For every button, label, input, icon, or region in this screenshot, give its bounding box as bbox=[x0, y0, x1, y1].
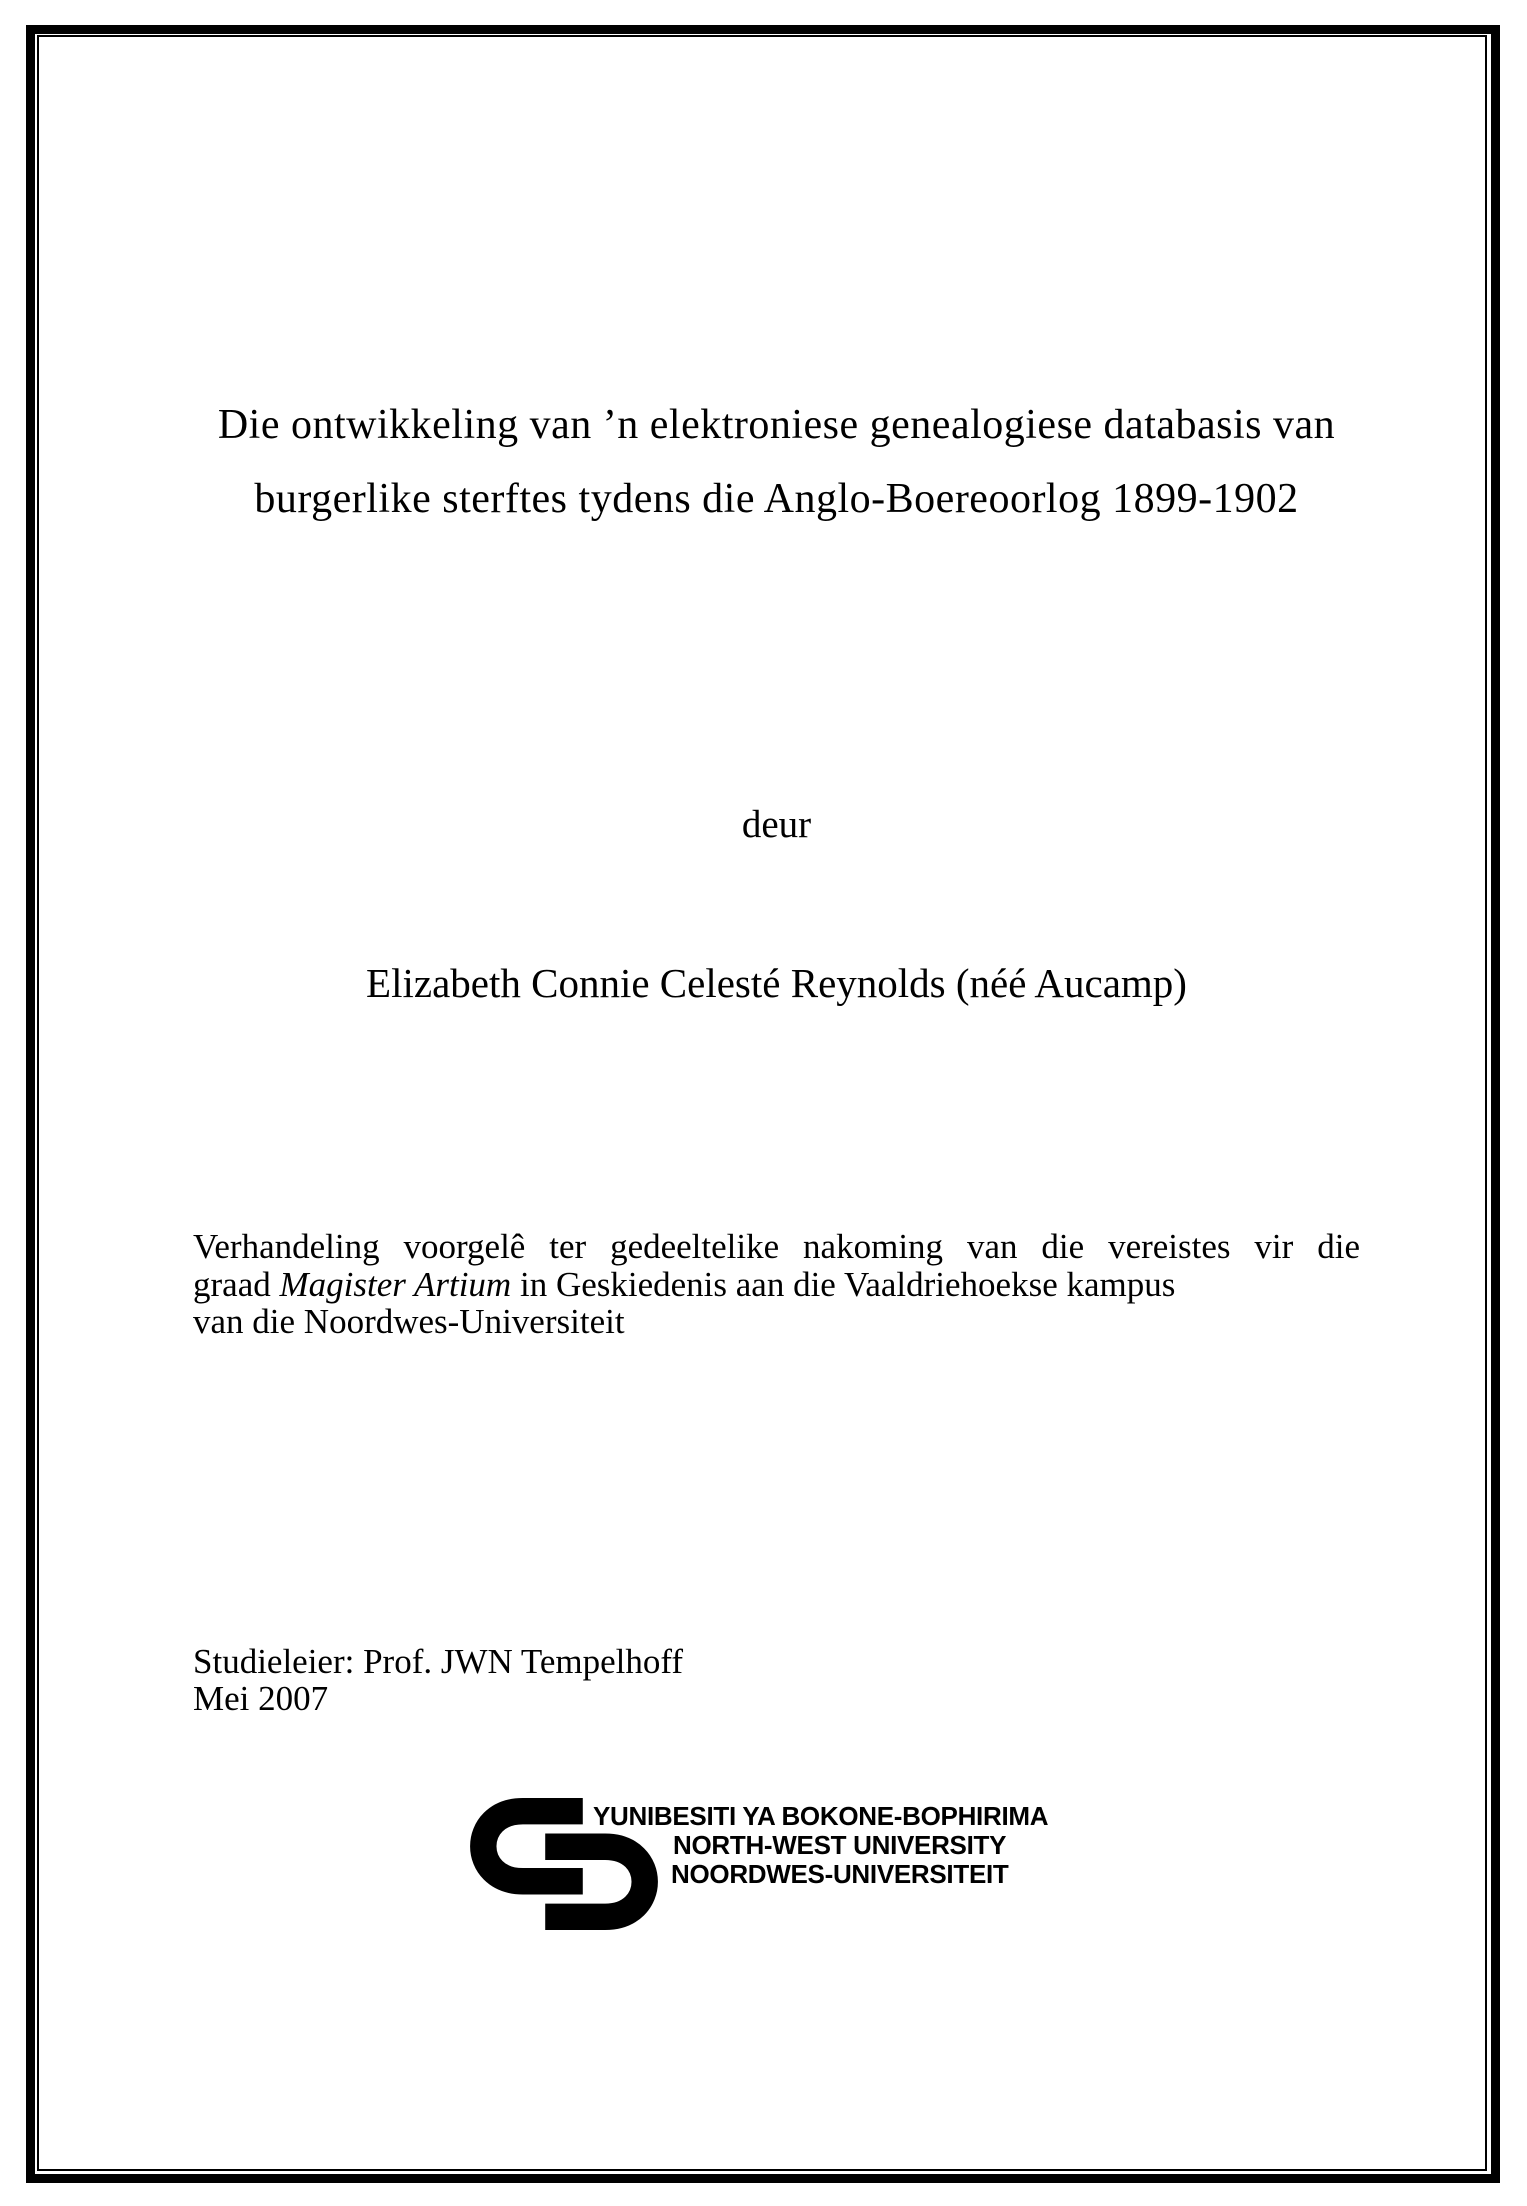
byline-deur: deur bbox=[741, 803, 812, 846]
logo-wordmark-line-3: NOORDWES-UNIVERSITEIT bbox=[671, 1859, 1009, 1889]
degree-statement-line-2 bbox=[193, 1267, 1360, 1302]
date-line: Mei 2007 bbox=[193, 1679, 329, 1718]
thesis-title-line-1: Die ontwikkeling van ’n elektroniese genealogiese databasis van bbox=[217, 402, 1336, 448]
logo-wordmark-line-1: YUNIBESITI YA BOKONE-BOPHIRIMA bbox=[593, 1801, 1049, 1831]
thesis-title-line-2: burgerlike sterftes tydens die Anglo-Boereoorlog 1899-1902 bbox=[254, 476, 1299, 522]
degree-statement-line-3: van die Noordwes-Universiteit bbox=[193, 1302, 625, 1341]
degree-statement-line-2-pre: graad bbox=[193, 1265, 280, 1304]
degree-statement-line-2-post: in Geskiedenis aan die Vaaldriehoekse kampus bbox=[511, 1265, 1176, 1304]
author-name: Elizabeth Connie Celesté Reynolds (néé Aucamp) bbox=[366, 960, 1187, 1006]
logo-wordmark-line-2: NORTH-WEST UNIVERSITY bbox=[673, 1830, 1007, 1860]
degree-title-italic: Magister Artium bbox=[279, 1265, 512, 1304]
supervisor-line: Studieleier: Prof. JWN Tempelhoff bbox=[193, 1642, 684, 1681]
degree-statement-line-1: Verhandeling voorgelê ter gedeeltelike nakoming van die vereistes vir die bbox=[193, 1227, 1360, 1266]
